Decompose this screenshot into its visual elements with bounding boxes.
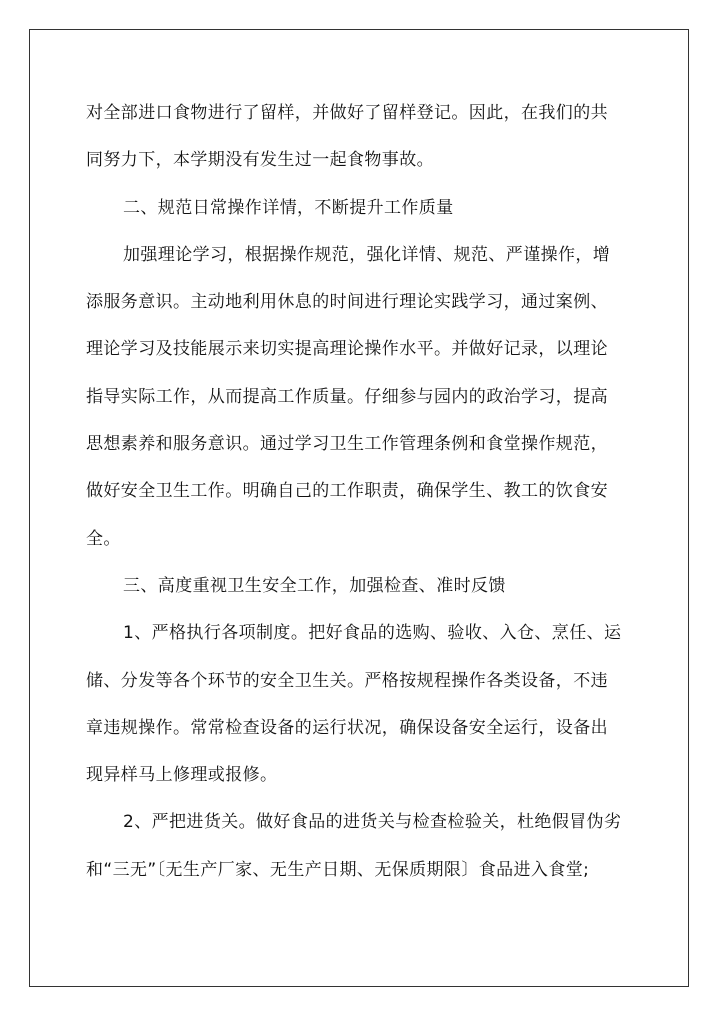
text-line-17: 和“三无”〔无生产厂家、无生产日期、无保质期限〕食品进入食堂; [86,859,590,880]
text-line-1: 对全部进口食物进行了留样，并做好了留样登记。因此，在我们的共 [86,103,608,123]
document-body [86,90,634,894]
text-line-7: 指导实际工作，从而提高工作质量。仔细参与园内的政治学习，提高 [86,386,608,407]
text-line-9: 做好安全卫生工作。明确自己的工作职责，确保学生、教工的饮食安 [86,481,608,502]
text-line-5: 添服务意识。主动地利用休息的时间进行理论实践学习，通过案例、 [86,292,608,313]
text-line-13: 储、分发等各个环节的安全卫生关。严格按规程操作各类设备，不违 [86,670,608,691]
text-line-8: 思想素养和服务意识。通过学习卫生工作管理条例和食堂操作规范， [86,434,608,455]
section-heading-3: 三、高度重视卫生安全工作，加强检查、准时反馈 [123,575,506,596]
text-line-4: 加强理论学习，根据操作规范，强化详情、规范、严谨操作，增 [123,244,611,265]
text-line-6: 理论学习及技能展示来切实提高理论操作水平。并做好记录，以理论 [86,339,608,360]
text-line-14: 章违规操作。常常检查设备的运行状况，确保设备安全运行，设备出 [86,717,608,738]
text-line-15: 现异样马上修理或报修。 [86,765,278,786]
section-heading-2: 二、规范日常操作详情，不断提升工作质量 [123,197,454,218]
text-line-10: 全。 [86,528,121,549]
text-line-2: 同努力下，本学期没有发生过一起食物事故。 [86,150,434,171]
text-line-16: 2、严把进货关。做好食品的进货关与检查检验关，杜绝假冒伪劣 [123,812,622,833]
text-line-12: 1、严格执行各项制度。把好食品的选购、验收、入仓、烹任、运 [123,623,622,644]
